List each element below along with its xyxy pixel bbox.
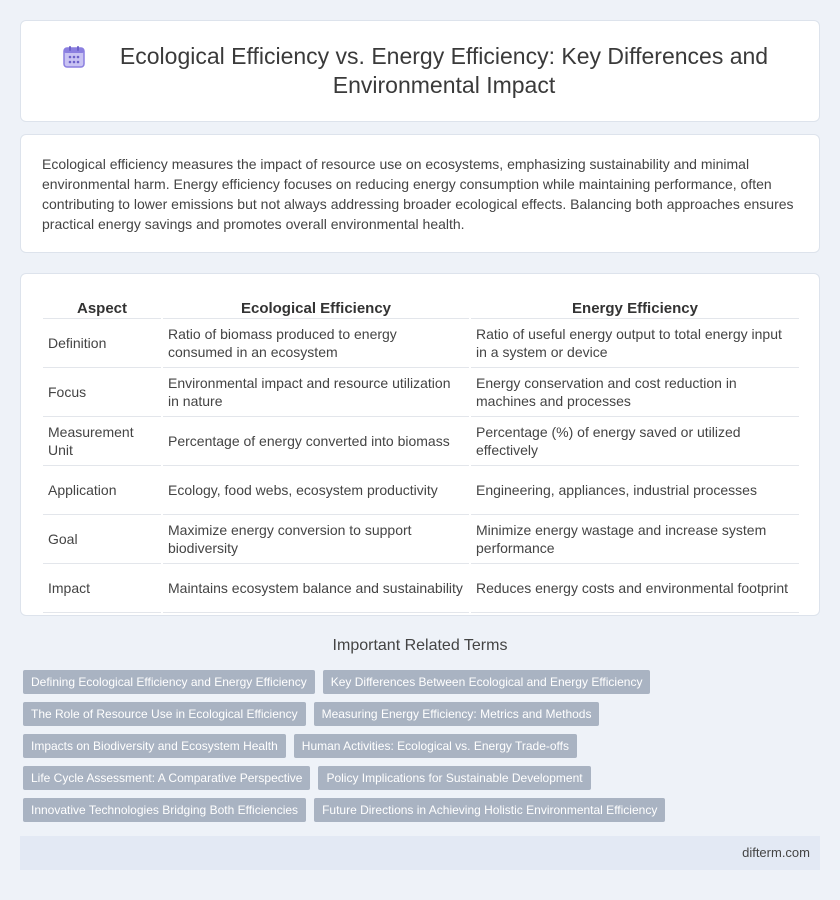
table-row <box>43 417 799 466</box>
row-energy: Minimize energy wastage and increase system performance <box>471 515 799 564</box>
row-aspect: Measurement Unit <box>43 417 161 466</box>
row-energy: Percentage (%) of energy saved or utilized effectively <box>471 417 799 466</box>
related-terms-list <box>23 670 823 830</box>
table-header-row <box>43 296 799 319</box>
table-row <box>43 515 799 564</box>
comparison-table <box>43 296 799 613</box>
related-term-link[interactable]: Life Cycle Assessment: A Comparative Perspective <box>23 766 310 790</box>
related-term-link[interactable]: Policy Implications for Sustainable Development <box>318 766 590 790</box>
row-ecological: Ratio of biomass produced to energy consumed in an ecosystem <box>163 319 469 368</box>
row-aspect: Application <box>43 466 161 515</box>
header-ecological: Ecological Efficiency <box>163 296 469 319</box>
header-energy: Energy Efficiency <box>471 296 799 319</box>
intro-card <box>20 134 820 253</box>
table-row <box>43 368 799 417</box>
table-row <box>43 564 799 613</box>
footer-site[interactable]: difterm.com <box>742 845 810 860</box>
row-ecological: Maintains ecosystem balance and sustainability <box>163 564 469 613</box>
footer <box>20 836 820 870</box>
row-energy: Ratio of useful energy output to total energy input in a system or device <box>471 319 799 368</box>
related-term-link[interactable]: Impacts on Biodiversity and Ecosystem Health <box>23 734 286 758</box>
related-term-link[interactable]: Innovative Technologies Bridging Both Efficiencies <box>23 798 306 822</box>
header-aspect: Aspect <box>43 296 161 319</box>
comparison-table-card <box>20 273 820 616</box>
title-card <box>20 20 820 122</box>
row-aspect: Focus <box>43 368 161 417</box>
row-ecological: Ecology, food webs, ecosystem productivity <box>163 466 469 515</box>
table-row <box>43 466 799 515</box>
row-aspect: Goal <box>43 515 161 564</box>
row-ecological: Environmental impact and resource utilization in nature <box>163 368 469 417</box>
row-ecological: Maximize energy conversion to support biodiversity <box>163 515 469 564</box>
row-aspect: Impact <box>43 564 161 613</box>
related-term-link[interactable]: Key Differences Between Ecological and Energy Efficiency <box>323 670 651 694</box>
intro-paragraph: Ecological efficiency measures the impact of resource use on ecosystems, emphasizing sustainability and minimal environmental harm. Energy efficiency focuses on reducing energy consumption while maintaining performance, often contributing to lower emissions but not always addressing broader ecological effects. Balancing both approaches ensures practical energy savings and promotes overall environmental health. <box>42 156 794 232</box>
row-energy: Reduces energy costs and environmental footprint <box>471 564 799 613</box>
row-ecological: Percentage of energy converted into biomass <box>163 417 469 466</box>
related-term-link[interactable]: The Role of Resource Use in Ecological Efficiency <box>23 702 306 726</box>
related-term-link[interactable]: Measuring Energy Efficiency: Metrics and Methods <box>314 702 600 726</box>
related-term-link[interactable]: Human Activities: Ecological vs. Energy Trade-offs <box>294 734 577 758</box>
calendar-icon <box>61 44 87 70</box>
row-aspect: Definition <box>43 319 161 368</box>
related-terms-heading: Important Related Terms <box>332 637 508 654</box>
table-row <box>43 319 799 368</box>
row-energy: Energy conservation and cost reduction in machines and processes <box>471 368 799 417</box>
page-title: Ecological Efficiency vs. Energy Efficiency: Key Differences and Environmental Impact <box>119 43 769 98</box>
row-energy: Engineering, appliances, industrial processes <box>471 466 799 515</box>
related-term-link[interactable]: Future Directions in Achieving Holistic Environmental Efficiency <box>314 798 665 822</box>
related-term-link[interactable]: Defining Ecological Efficiency and Energy Efficiency <box>23 670 315 694</box>
